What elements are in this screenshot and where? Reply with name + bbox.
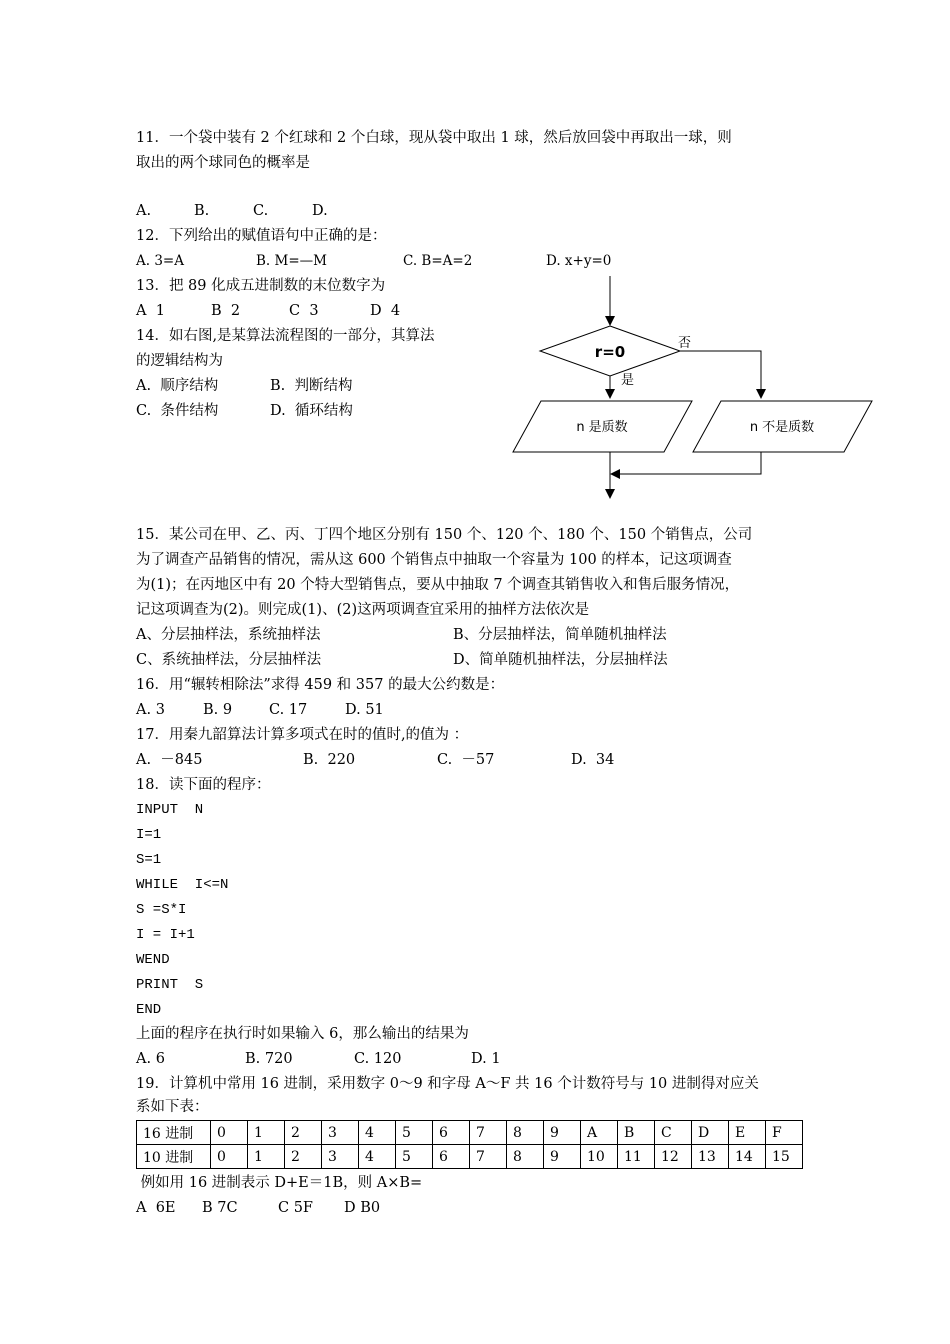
q15-stem-line1: 15．某公司在甲、乙、丙、丁四个地区分别有 150 个、120 个、180 个、150 个销售点，公司 xyxy=(136,527,753,543)
q12-stem: 12．下列给出的赋值语句中正确的是： xyxy=(136,228,387,244)
code-line: I = I+1 xyxy=(136,927,195,943)
q15-option-a: A、分层抽样法，系统抽样法 xyxy=(136,627,321,643)
q17-stem: 17．用秦九韶算法计算多项式在时的值时,的值为 ： xyxy=(136,727,469,743)
table-row xyxy=(137,1145,803,1169)
q15-stem-line2: 为了调查产品销售的情况，需从这 600 个销售点中抽取一个容量为 100 的样本，记这项调查 xyxy=(136,552,732,568)
yes-label: 是 xyxy=(621,373,635,388)
q15-stem-line3: 为(1)；在丙地区中有 20 个特大型销售点，要从中抽取 7 个调查其销售收入和售后服务情况， xyxy=(136,577,740,593)
q15-option-c: C、系统抽样法，分层抽样法 xyxy=(136,652,322,668)
q14-option-a: A. 顺序结构 xyxy=(136,378,219,394)
table-cell: 8 xyxy=(507,1145,544,1169)
q12-option-a: A. 3=A xyxy=(136,253,184,269)
q18-option-c: C. 120 xyxy=(354,1051,402,1067)
q11-stem-line2: 取出的两个球同色的概率是 xyxy=(136,155,310,171)
table-cell: 12 xyxy=(655,1145,692,1169)
q14-stem-line2: 的逻辑结构为 xyxy=(136,353,223,369)
q17-option-d: D. 34 xyxy=(571,752,615,768)
table-cell: 9 xyxy=(544,1145,581,1169)
q11-option-d: D. xyxy=(312,203,328,219)
q12-option-d: D. x+y=0 xyxy=(546,253,612,269)
q18-stem: 18．读下面的程序： xyxy=(136,777,271,793)
q18-option-b: B. 720 xyxy=(245,1051,293,1067)
table-cell: B xyxy=(618,1121,655,1145)
code-line: WHILE I<=N xyxy=(136,877,229,893)
table-cell: 8 xyxy=(507,1121,544,1145)
table-cell: 1 xyxy=(248,1121,285,1145)
table-cell: 7 xyxy=(470,1145,507,1169)
table-cell: 5 xyxy=(396,1121,433,1145)
q12-option-c: C. B=A=2 xyxy=(403,253,473,269)
table-cell: E xyxy=(729,1121,766,1145)
right-merge-arrow xyxy=(612,452,761,474)
q15-option-b: B、分层抽样法，简单随机抽样法 xyxy=(453,627,667,643)
q19-option-a: A 6E xyxy=(136,1200,176,1216)
q13-option-c: C 3 xyxy=(289,303,319,319)
q19-stem-line1: 19．计算机中常用 16 进制，采用数字 0～9 和字母 A～F 共 16 个计数符号与 10 进制得对应关 xyxy=(136,1076,759,1092)
code-line: INPUT N xyxy=(136,802,204,818)
q19-option-d: D B0 xyxy=(344,1200,381,1216)
no-branch-arrow xyxy=(680,351,761,397)
row-header-decimal: 10 进制 xyxy=(137,1145,211,1169)
flowchart xyxy=(0,0,950,520)
code-line: I=1 xyxy=(136,827,162,843)
q11-stem-line1: 11．一个袋中装有 2 个红球和 2 个白球，现从袋中取出 1 球，然后放回袋中再取出一球，则 xyxy=(136,130,732,146)
table-cell: D xyxy=(692,1121,729,1145)
q18-option-d: D. 1 xyxy=(471,1051,501,1067)
q14-option-d: D. 循环结构 xyxy=(270,403,353,419)
table-cell: 2 xyxy=(285,1145,322,1169)
table-cell: 9 xyxy=(544,1121,581,1145)
table-cell: 5 xyxy=(396,1145,433,1169)
left-output-text: n 是质数 xyxy=(576,420,628,435)
code-line: S=1 xyxy=(136,852,162,868)
decision-condition: r=0 xyxy=(594,343,626,361)
q13-option-a: A 1 xyxy=(136,303,165,319)
q11-option-c: C. xyxy=(253,203,269,219)
code-line: WEND xyxy=(136,952,170,968)
q16-stem: 16．用“辗转相除法”求得 459 和 357 的最大公约数是： xyxy=(136,677,505,693)
table-row xyxy=(137,1121,803,1145)
no-label: 否 xyxy=(678,336,692,351)
table-cell: 6 xyxy=(433,1145,470,1169)
q16-option-d: D. 51 xyxy=(345,702,384,718)
q19-option-c: C 5F xyxy=(278,1200,313,1216)
q14-option-c: C. 条件结构 xyxy=(136,403,219,419)
q18-followup: 上面的程序在执行时如果输入 6，那么输出的结果为 xyxy=(136,1026,469,1042)
q13-option-b: B 2 xyxy=(211,303,241,319)
table-cell: 0 xyxy=(211,1121,248,1145)
q16-option-c: C. 17 xyxy=(269,702,308,718)
code-line: PRINT S xyxy=(136,977,204,993)
q18-option-a: A. 6 xyxy=(136,1051,165,1067)
table-cell: 11 xyxy=(618,1145,655,1169)
q17-option-c: C. －57 xyxy=(437,752,495,768)
table-cell: 13 xyxy=(692,1145,729,1169)
table-cell: 10 xyxy=(581,1145,618,1169)
q16-option-a: A. 3 xyxy=(136,702,165,718)
q19-option-b: B 7C xyxy=(202,1200,238,1216)
table-cell: 6 xyxy=(433,1121,470,1145)
hex-conversion-table xyxy=(136,1120,803,1169)
q14-stem-line1: 14．如右图,是某算法流程图的一部分，其算法 xyxy=(136,328,435,344)
table-cell: F xyxy=(766,1121,803,1145)
table-cell: 3 xyxy=(322,1145,359,1169)
table-cell: 4 xyxy=(359,1121,396,1145)
table-cell: 4 xyxy=(359,1145,396,1169)
q13-option-d: D 4 xyxy=(370,303,401,319)
row-header-hex: 16 进制 xyxy=(137,1121,211,1145)
code-line: END xyxy=(136,1002,162,1018)
table-cell: A xyxy=(581,1121,618,1145)
table-cell: C xyxy=(655,1121,692,1145)
q11-option-a: A. xyxy=(136,203,152,219)
table-cell: 3 xyxy=(322,1121,359,1145)
table-cell: 2 xyxy=(285,1121,322,1145)
table-cell: 7 xyxy=(470,1121,507,1145)
table-cell: 14 xyxy=(729,1145,766,1169)
q19-example: 例如用 16 进制表示 D+E＝1B，则 A×B= xyxy=(136,1175,423,1191)
table-cell: 15 xyxy=(766,1145,803,1169)
table-cell: 0 xyxy=(211,1145,248,1169)
q15-stem-line4: 记这项调查为(2)。则完成(1)、(2)这两项调查宜采用的抽样方法依次是 xyxy=(136,602,590,618)
q14-option-b: B. 判断结构 xyxy=(270,378,353,394)
q12-option-b: B. M=—M xyxy=(256,253,327,269)
code-line: S =S*I xyxy=(136,902,187,918)
q19-stem-line2: 系如下表： xyxy=(136,1099,209,1115)
table-cell: 1 xyxy=(248,1145,285,1169)
q13-stem: 13．把 89 化成五进制数的末位数字为 xyxy=(136,278,386,294)
q16-option-b: B. 9 xyxy=(203,702,233,718)
q15-option-d: D、简单随机抽样法，分层抽样法 xyxy=(453,652,668,668)
right-output-text: n 不是质数 xyxy=(749,420,815,435)
q11-option-b: B. xyxy=(194,203,210,219)
q17-option-b: B. 220 xyxy=(303,752,356,768)
q17-option-a: A. －845 xyxy=(136,752,203,768)
